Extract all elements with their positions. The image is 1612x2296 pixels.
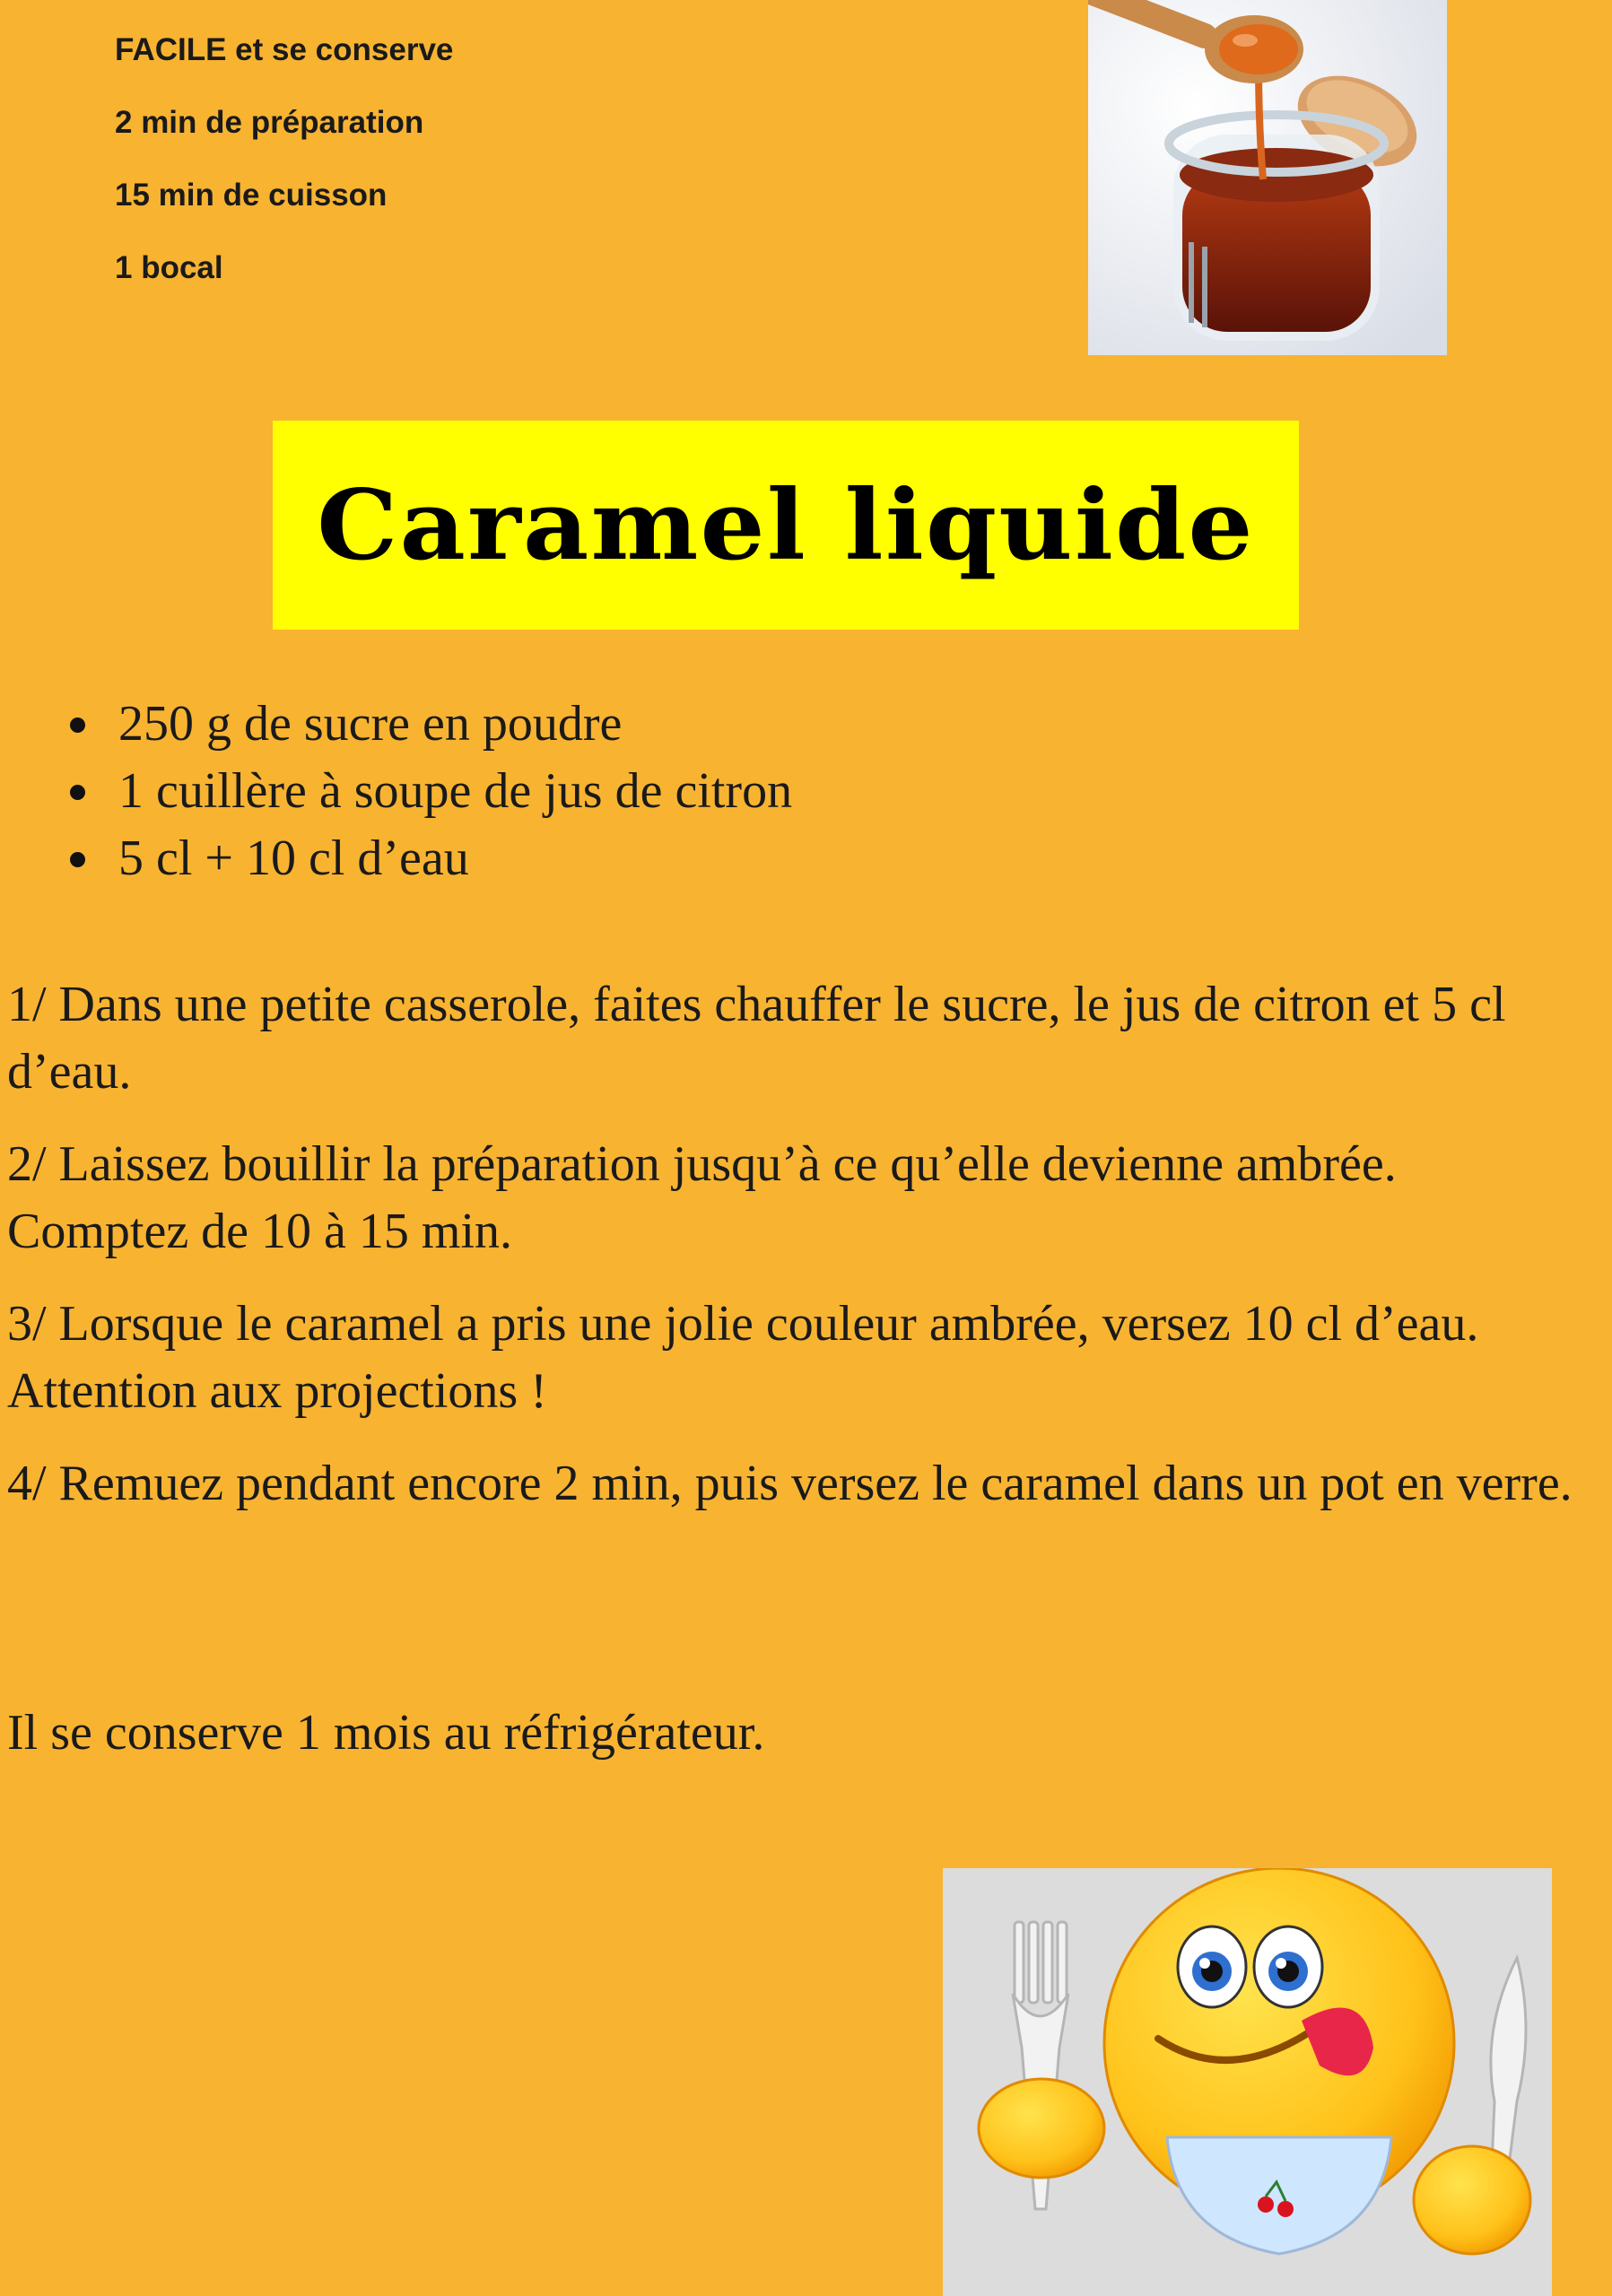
step-4: 4/ Remuez pendant encore 2 min, puis versez le caramel dans un pot en verre. bbox=[7, 1456, 1573, 1511]
cook-time-label: 15 min de cuisson bbox=[115, 178, 388, 213]
list-item bbox=[63, 691, 792, 758]
title-banner bbox=[273, 421, 1299, 630]
list-item bbox=[63, 825, 792, 892]
step-3: 3/ Lorsque le caramel a pris une jolie couleur ambrée, versez 10 cl d’eau. Attention aux projections ! bbox=[7, 1296, 1479, 1419]
smiley-icon bbox=[943, 1868, 1552, 2296]
recipe-title: Caramel liquide bbox=[317, 468, 1255, 582]
caramel-jar-illustration bbox=[1088, 0, 1447, 355]
ingredient-text: 250 g de sucre en poudre bbox=[118, 696, 623, 752]
prep-time-label: 2 min de préparation bbox=[115, 105, 424, 140]
step-1: 1/ Dans une petite casserole, faites chauffer le sucre, le jus de citron et 5 cl d’eau. bbox=[7, 977, 1506, 1100]
yield-label: 1 bocal bbox=[115, 250, 223, 285]
hungry-smiley-image bbox=[943, 1868, 1552, 2296]
list-item bbox=[63, 758, 792, 825]
storage-note: Il se conserve 1 mois au réfrigérateur. bbox=[7, 1705, 765, 1761]
step-2: 2/ Laissez bouillir la préparation jusqu’à ce qu’elle devienne ambrée. Comptez de 10 à 15 min. bbox=[7, 1136, 1397, 1259]
bullet-icon bbox=[70, 785, 85, 800]
bullet-icon bbox=[70, 718, 85, 733]
difficulty-label: FACILE et se conserve bbox=[115, 32, 454, 67]
ingredient-text: 5 cl + 10 cl d’eau bbox=[118, 831, 469, 886]
caramel-jar-photo bbox=[1088, 0, 1447, 355]
instruction-steps bbox=[7, 971, 1604, 1543]
ingredient-list bbox=[63, 691, 792, 892]
bullet-icon bbox=[70, 852, 85, 867]
recipe-meta bbox=[115, 25, 453, 316]
ingredient-text: 1 cuillère à soupe de jus de citron bbox=[118, 763, 793, 819]
